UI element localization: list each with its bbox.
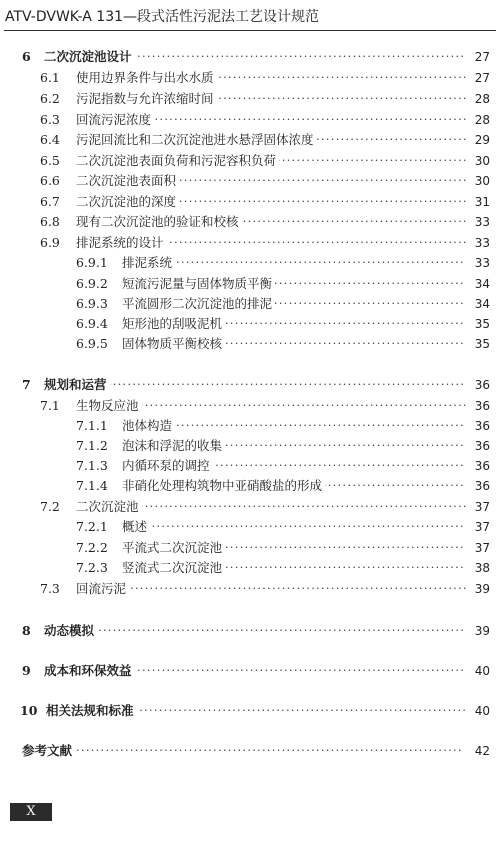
toc-leader-dots xyxy=(86,396,466,416)
toc-entry-page: 37 xyxy=(466,497,490,517)
toc-entry-title: 排泥系统的设计 xyxy=(76,233,167,253)
toc-entry[interactable] xyxy=(0,68,500,88)
toc-entry-title: 参考文献 xyxy=(22,741,75,761)
toc-leader-dots xyxy=(132,416,466,436)
toc-entry[interactable] xyxy=(0,436,500,456)
toc-entry-number: 6.9.1 xyxy=(76,255,108,270)
toc-entry-page: 37 xyxy=(466,538,490,558)
toc-entry-title: 回流污泥 xyxy=(76,579,129,599)
toc-entry-title: 使用边界条件与出水水质 xyxy=(76,68,217,88)
toc-entry-page: 35 xyxy=(466,334,490,354)
toc-entry[interactable] xyxy=(0,253,500,273)
toc-entry-page: 28 xyxy=(466,110,490,130)
toc-entry-page: 40 xyxy=(466,661,490,681)
toc-entry-number: 6.6 xyxy=(40,173,60,188)
toc-entry-number: 6.9 xyxy=(40,235,60,250)
toc-entry-number: 6.2 xyxy=(40,91,60,106)
toc-entry-title: 规划和运营 xyxy=(44,375,110,395)
toc-entry-title: 竖流式二次沉淀池 xyxy=(122,558,225,578)
toc-entry[interactable] xyxy=(0,701,500,721)
toc-entry-number: 7.1.4 xyxy=(76,478,108,493)
toc-leader-dots xyxy=(54,621,466,641)
running-header: ATV-DVWK-A 131—段式活性污泥法工艺设计规范 xyxy=(5,9,320,25)
toc-entry-number: 6.4 xyxy=(40,132,60,147)
toc-entry-title: 动态模拟 xyxy=(44,621,97,641)
toc-entry-number: 6.3 xyxy=(40,112,60,127)
toc-entry-title: 生物反应池 xyxy=(76,396,142,416)
toc-entry-page: 36 xyxy=(466,456,490,476)
toc-entry-title: 非硝化处理构筑物中亚硝酸盐的形成 xyxy=(122,476,325,496)
toc-entry[interactable] xyxy=(0,476,500,496)
toc-entry-page: 39 xyxy=(466,621,490,641)
toc-entry-number: 6.9.4 xyxy=(76,316,108,331)
toc-entry-number: 7.3 xyxy=(40,581,60,596)
toc-entry-page: 36 xyxy=(466,416,490,436)
toc-entry[interactable] xyxy=(0,192,500,212)
toc-leader-dots xyxy=(32,741,466,761)
toc-entry[interactable] xyxy=(0,274,500,294)
toc-entry-page: 40 xyxy=(466,701,490,721)
toc-entry-page: 39 xyxy=(466,579,490,599)
toc-entry[interactable] xyxy=(0,621,500,641)
toc-leader-dots xyxy=(86,579,466,599)
toc-entry-page: 27 xyxy=(466,68,490,88)
toc-entry-page: 35 xyxy=(466,314,490,334)
toc-entry-number: 7.2.2 xyxy=(76,540,108,555)
toc-entry-page: 33 xyxy=(466,212,490,232)
toc-entry[interactable] xyxy=(0,151,500,171)
toc-entry-page: 37 xyxy=(466,517,490,537)
toc-leader-dots xyxy=(132,253,466,273)
toc-entry-number: 6.9.2 xyxy=(76,276,108,291)
toc-entry-page: 33 xyxy=(466,233,490,253)
toc-entry-title: 排泥系统 xyxy=(122,253,175,273)
toc-entry-page: 28 xyxy=(466,89,490,109)
toc-leader-dots xyxy=(132,517,466,537)
toc-entry-page: 36 xyxy=(466,396,490,416)
toc-entry-number: 7 xyxy=(22,377,31,392)
toc-entry[interactable] xyxy=(0,171,500,191)
toc-entry[interactable] xyxy=(0,396,500,416)
toc-entry-number: 6.5 xyxy=(40,153,60,168)
toc-entry-number: 7.2 xyxy=(40,499,60,514)
toc-entry-title: 平流式二次沉淀池 xyxy=(122,538,225,558)
toc-entry-title: 成本和环保效益 xyxy=(44,661,135,681)
toc-entry[interactable] xyxy=(0,456,500,476)
toc-entry-page: 42 xyxy=(466,741,490,761)
toc-entry[interactable] xyxy=(0,47,500,67)
toc-entry-title: 二次沉淀池 xyxy=(76,497,142,517)
toc-entry-number: 6 xyxy=(22,49,31,64)
toc-entry-page: 27 xyxy=(466,47,490,67)
toc-entry-page: 38 xyxy=(466,558,490,578)
toc-entry[interactable] xyxy=(0,89,500,109)
toc-leader-dots xyxy=(54,375,466,395)
toc-entry-title: 二次沉淀池表面积 xyxy=(76,171,179,191)
toc-entry-page: 31 xyxy=(466,192,490,212)
toc-entry-page: 34 xyxy=(466,294,490,314)
toc-entry-number: 6.1 xyxy=(40,70,60,85)
toc-entry[interactable] xyxy=(0,661,500,681)
toc-entry-title: 二次沉淀池设计 xyxy=(44,47,135,67)
toc-entry-page: 29 xyxy=(466,130,490,150)
toc-entry-number: 6.9.5 xyxy=(76,336,108,351)
toc-entry-number: 7.2.3 xyxy=(76,560,108,575)
toc-entry-page: 36 xyxy=(466,375,490,395)
toc-entry[interactable] xyxy=(0,110,500,130)
toc-entry-number: 7.1.1 xyxy=(76,418,108,433)
toc-entry[interactable] xyxy=(0,517,500,537)
toc-entry[interactable] xyxy=(0,212,500,232)
toc-entry[interactable] xyxy=(0,130,500,150)
toc-entry-number: 6.8 xyxy=(40,214,60,229)
toc-entry-title: 回流污泥浓度 xyxy=(76,110,154,130)
toc-entry[interactable] xyxy=(0,233,500,253)
toc-entry-page: 33 xyxy=(466,253,490,273)
toc-entry-title: 短流污泥量与固体物质平衡 xyxy=(122,274,275,294)
toc-entry[interactable] xyxy=(0,416,500,436)
toc-entry[interactable] xyxy=(0,375,500,395)
toc-entry-title: 相关法规和标准 xyxy=(46,701,137,721)
toc-entry-title: 内循环泵的调控 xyxy=(122,456,213,476)
toc-entry-number: 7.2.1 xyxy=(76,519,108,534)
toc-entry-title: 现有二次沉淀池的验证和校核 xyxy=(76,212,242,232)
toc-entry[interactable] xyxy=(0,497,500,517)
toc-entry-number: 10 xyxy=(20,703,38,718)
toc-entry-number: 7.1.2 xyxy=(76,438,108,453)
toc-entry-title: 泡沫和浮泥的收集 xyxy=(122,436,225,456)
toc-entry-page: 30 xyxy=(466,171,490,191)
toc-entry-number: 6.7 xyxy=(40,194,60,209)
toc-entry[interactable] xyxy=(0,579,500,599)
toc-leader-dots xyxy=(86,497,466,517)
toc-entry[interactable] xyxy=(0,314,500,334)
toc-entry[interactable] xyxy=(0,538,500,558)
page-number-badge: X xyxy=(10,803,52,821)
toc-entry-title: 污泥回流比和二次沉淀池进水悬浮固体浓度 xyxy=(76,130,317,150)
toc-entry-title: 矩形池的刮吸泥机 xyxy=(122,314,225,334)
toc-entry-title: 二次沉淀池表面负荷和污泥容积负荷 xyxy=(76,151,279,171)
toc-entry-title: 二次沉淀池的深度 xyxy=(76,192,179,212)
toc-entry-title: 平流圆形二次沉淀池的排泥 xyxy=(122,294,275,314)
toc-entry-page: 34 xyxy=(466,274,490,294)
toc-entry-number: 6.9.3 xyxy=(76,296,108,311)
toc-entry-page: 36 xyxy=(466,436,490,456)
toc-entry-page: 36 xyxy=(466,476,490,496)
toc-entry-page: 30 xyxy=(466,151,490,171)
toc-entry-title: 污泥指数与允许浓缩时间 xyxy=(76,89,217,109)
toc-entry[interactable] xyxy=(0,294,500,314)
toc-entry-number: 7.1.3 xyxy=(76,458,108,473)
toc-entry[interactable] xyxy=(0,558,500,578)
toc-entry[interactable] xyxy=(0,741,500,761)
toc-entry-title: 池体构造 xyxy=(122,416,175,436)
toc-entry-number: 7.1 xyxy=(40,398,60,413)
toc-entry-title: 固体物质平衡校核 xyxy=(122,334,225,354)
toc-entry[interactable] xyxy=(0,334,500,354)
toc-entry-number: 9 xyxy=(22,663,31,678)
toc-entry-title: 概述 xyxy=(122,517,150,537)
toc-entry-number: 8 xyxy=(22,623,31,638)
